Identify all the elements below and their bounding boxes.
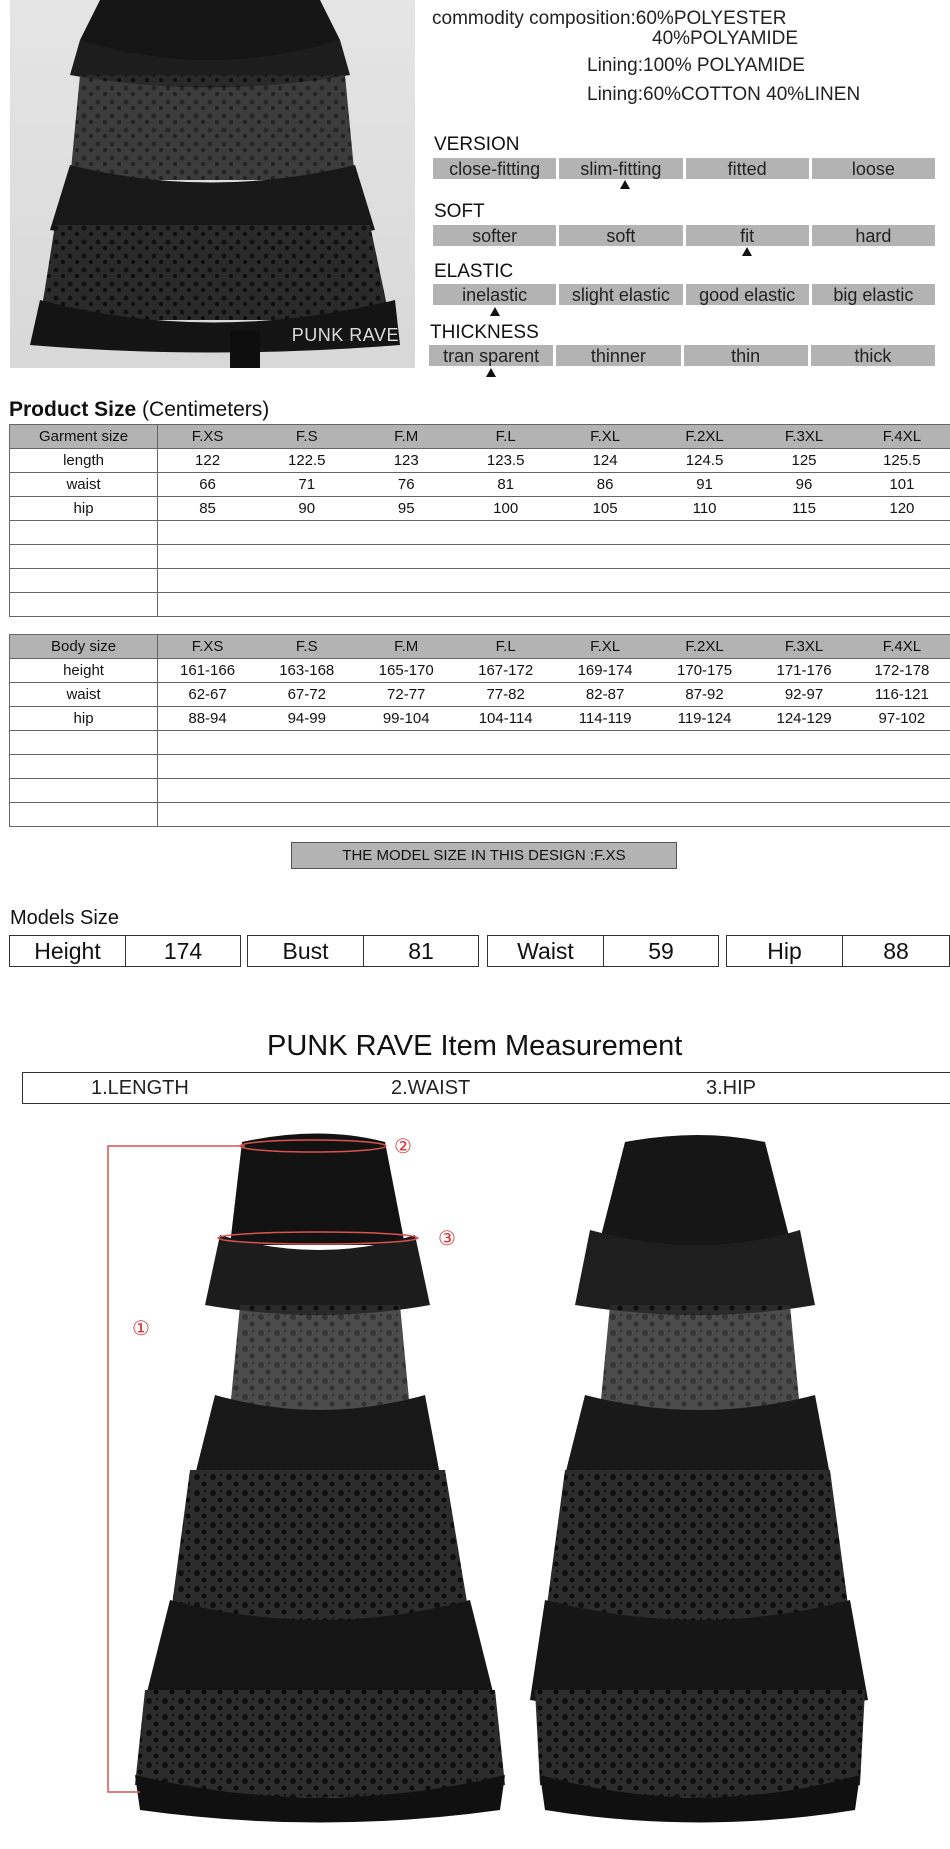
table-row-empty bbox=[10, 593, 950, 617]
table-cell: 124 bbox=[555, 449, 654, 473]
table-cell: 92-97 bbox=[754, 683, 853, 707]
scale-option: loose bbox=[812, 158, 935, 179]
table-header-cell: F.3XL bbox=[754, 635, 853, 659]
scale-option: slight elastic bbox=[559, 284, 682, 305]
scale-option: softer bbox=[433, 225, 556, 246]
composition-label: commodity composition: bbox=[432, 8, 636, 29]
model-stat-key: Waist bbox=[488, 936, 604, 966]
scale-option: thinner bbox=[556, 345, 680, 366]
table-cell: waist bbox=[10, 473, 158, 497]
table-header-cell: F.M bbox=[356, 635, 455, 659]
table-cell: 105 bbox=[555, 497, 654, 521]
table-cell: 67-72 bbox=[257, 683, 356, 707]
scale-option: close-fitting bbox=[433, 158, 556, 179]
table-cell: 122.5 bbox=[257, 449, 356, 473]
scale-thickness bbox=[429, 345, 935, 366]
table-cell: 94-99 bbox=[257, 707, 356, 731]
lining-label: Lining: bbox=[587, 55, 643, 76]
scale-soft bbox=[433, 225, 935, 246]
marker-length: ① bbox=[132, 1318, 150, 1340]
model-stat-height bbox=[9, 935, 241, 967]
table-cell: 76 bbox=[356, 473, 455, 497]
table-cell: 124.5 bbox=[655, 449, 754, 473]
table-cell: 165-170 bbox=[356, 659, 455, 683]
marker-hip: ③ bbox=[438, 1228, 456, 1250]
table-cell: 88-94 bbox=[158, 707, 257, 731]
watermark: PUNK RAVE bbox=[291, 325, 399, 345]
lining-row-1 bbox=[587, 55, 805, 77]
body-size-table bbox=[9, 634, 950, 827]
table-cell: 95 bbox=[356, 497, 455, 521]
table-row-empty bbox=[10, 569, 950, 593]
marker-waist: ② bbox=[394, 1136, 412, 1158]
attr-label-elastic: ELASTIC bbox=[434, 261, 514, 282]
scale-option: big elastic bbox=[812, 284, 935, 305]
table-row bbox=[10, 473, 950, 497]
table-cell: hip bbox=[10, 707, 158, 731]
product-photo-top bbox=[10, 0, 415, 368]
table-cell: 77-82 bbox=[456, 683, 555, 707]
table-header-cell: Body size bbox=[10, 635, 158, 659]
table-cell: 122 bbox=[158, 449, 257, 473]
table-cell: 62-67 bbox=[158, 683, 257, 707]
model-stat-waist bbox=[487, 935, 719, 967]
model-stat-value: 174 bbox=[163, 938, 203, 964]
table-cell: 169-174 bbox=[555, 659, 654, 683]
composition-row bbox=[432, 8, 786, 30]
table-cell: 167-172 bbox=[456, 659, 555, 683]
table-cell: 85 bbox=[158, 497, 257, 521]
scale-option: hard bbox=[812, 225, 935, 246]
model-stat-bust bbox=[247, 935, 479, 967]
table-cell: length bbox=[10, 449, 158, 473]
table-cell: 72-77 bbox=[356, 683, 455, 707]
table-header-cell: F.XL bbox=[555, 425, 654, 449]
table-cell: 96 bbox=[754, 473, 853, 497]
table-cell: 99-104 bbox=[356, 707, 455, 731]
scale-elastic bbox=[433, 284, 935, 305]
table-header-cell: F.3XL bbox=[754, 425, 853, 449]
table-cell: 97-102 bbox=[854, 707, 950, 731]
selected-marker-icon bbox=[620, 180, 630, 189]
table-cell: 90 bbox=[257, 497, 356, 521]
selected-marker-icon bbox=[742, 247, 752, 256]
table-cell: 125.5 bbox=[854, 449, 950, 473]
table-cell: 123 bbox=[356, 449, 455, 473]
table-row-empty bbox=[10, 803, 950, 827]
table-cell: 87-92 bbox=[655, 683, 754, 707]
table-header-row bbox=[10, 425, 950, 449]
table-header-cell: F.4XL bbox=[854, 425, 950, 449]
table-cell: 110 bbox=[655, 497, 754, 521]
table-cell: hip bbox=[10, 497, 158, 521]
table-header-cell: F.2XL bbox=[655, 635, 754, 659]
table-cell: 125 bbox=[754, 449, 853, 473]
selected-marker-icon bbox=[486, 368, 496, 377]
table-cell: waist bbox=[10, 683, 158, 707]
model-stat-value: 59 bbox=[648, 938, 674, 964]
product-size-title-text: Product Size bbox=[9, 398, 137, 421]
composition-value-2: 40%POLYAMIDE bbox=[652, 28, 799, 49]
measurement-illustration bbox=[0, 1120, 950, 1849]
model-stat-hip bbox=[726, 935, 950, 967]
model-stat-value: 88 bbox=[883, 938, 909, 964]
table-row-empty bbox=[10, 521, 950, 545]
scale-option: slim-fitting bbox=[559, 158, 682, 179]
lining-label: Lining: bbox=[587, 84, 643, 105]
table-header-cell: F.4XL bbox=[854, 635, 950, 659]
scale-option: thin bbox=[684, 345, 808, 366]
table-cell: 170-175 bbox=[655, 659, 754, 683]
scale-version bbox=[433, 158, 935, 179]
table-cell: 163-168 bbox=[257, 659, 356, 683]
table-row bbox=[10, 683, 950, 707]
table-cell: 86 bbox=[555, 473, 654, 497]
scale-option: inelastic bbox=[433, 284, 556, 305]
table-row-empty bbox=[10, 755, 950, 779]
table-header-cell: F.L bbox=[456, 425, 555, 449]
table-row bbox=[10, 497, 950, 521]
table-cell: height bbox=[10, 659, 158, 683]
garment-size-table bbox=[9, 424, 950, 617]
measurement-item-hip: 3.HIP bbox=[706, 1077, 757, 1099]
lining-row-2 bbox=[587, 84, 860, 106]
attr-label-thickness: THICKNESS bbox=[430, 322, 539, 343]
table-cell: 91 bbox=[655, 473, 754, 497]
product-size-unit: (Centimeters) bbox=[142, 398, 270, 421]
measurement-item-waist: 2.WAIST bbox=[391, 1077, 471, 1099]
scale-option: thick bbox=[811, 345, 935, 366]
table-row-empty bbox=[10, 779, 950, 803]
scale-option: soft bbox=[559, 225, 682, 246]
attr-label-soft: SOFT bbox=[434, 201, 485, 222]
composition-value-1: 60%POLYESTER bbox=[635, 8, 787, 29]
selected-marker-icon bbox=[490, 307, 500, 316]
table-header-cell: F.L bbox=[456, 635, 555, 659]
model-stat-key: Hip bbox=[727, 936, 843, 966]
measurement-title-text: PUNK RAVE Item Measurement bbox=[267, 1030, 683, 1062]
table-cell: 104-114 bbox=[456, 707, 555, 731]
table-cell: 123.5 bbox=[456, 449, 555, 473]
attr-label-version: VERSION bbox=[434, 134, 520, 155]
table-cell: 124-129 bbox=[754, 707, 853, 731]
table-cell: 100 bbox=[456, 497, 555, 521]
table-header-cell: F.M bbox=[356, 425, 455, 449]
scale-option: fitted bbox=[686, 158, 809, 179]
table-header-cell: F.XL bbox=[555, 635, 654, 659]
table-cell: 115 bbox=[754, 497, 853, 521]
table-cell: 116-121 bbox=[854, 683, 950, 707]
table-cell: 66 bbox=[158, 473, 257, 497]
table-cell: 120 bbox=[854, 497, 950, 521]
table-cell: 81 bbox=[456, 473, 555, 497]
model-stat-key: Height bbox=[10, 936, 126, 966]
table-header-cell: F.XS bbox=[158, 425, 257, 449]
table-header-row bbox=[10, 635, 950, 659]
product-size-title bbox=[9, 398, 269, 422]
table-row-empty bbox=[10, 545, 950, 569]
table-cell: 119-124 bbox=[655, 707, 754, 731]
lining-value: 60%COTTON 40%LINEN bbox=[643, 84, 861, 105]
table-cell: 172-178 bbox=[854, 659, 950, 683]
table-header-cell: F.S bbox=[257, 635, 356, 659]
scale-option: fit bbox=[686, 225, 809, 246]
table-header-cell: F.XS bbox=[158, 635, 257, 659]
measurement-item-length: 1.LENGTH bbox=[91, 1077, 189, 1099]
skirt-illustration-top bbox=[10, 0, 415, 368]
scale-option: tran sparent bbox=[429, 345, 553, 366]
table-cell: 101 bbox=[854, 473, 950, 497]
model-stat-value: 81 bbox=[408, 938, 434, 964]
table-header-cell: F.S bbox=[257, 425, 356, 449]
table-header-cell: F.2XL bbox=[655, 425, 754, 449]
lining-value: 100% POLYAMIDE bbox=[643, 55, 805, 76]
table-cell: 171-176 bbox=[754, 659, 853, 683]
table-cell: 161-166 bbox=[158, 659, 257, 683]
model-stat-key: Bust bbox=[248, 936, 364, 966]
table-row-empty bbox=[10, 731, 950, 755]
table-header-cell: Garment size bbox=[10, 425, 158, 449]
table-row bbox=[10, 449, 950, 473]
table-cell: 82-87 bbox=[555, 683, 654, 707]
models-size-title: Models Size bbox=[10, 907, 119, 929]
model-size-note: THE MODEL SIZE IN THIS DESIGN :F.XS bbox=[291, 842, 677, 869]
table-row bbox=[10, 707, 950, 731]
scale-option: good elastic bbox=[686, 284, 809, 305]
table-cell: 71 bbox=[257, 473, 356, 497]
measurement-legend-bar bbox=[22, 1072, 950, 1104]
table-cell: 114-119 bbox=[555, 707, 654, 731]
skirt-back bbox=[530, 1135, 868, 1823]
table-row bbox=[10, 659, 950, 683]
